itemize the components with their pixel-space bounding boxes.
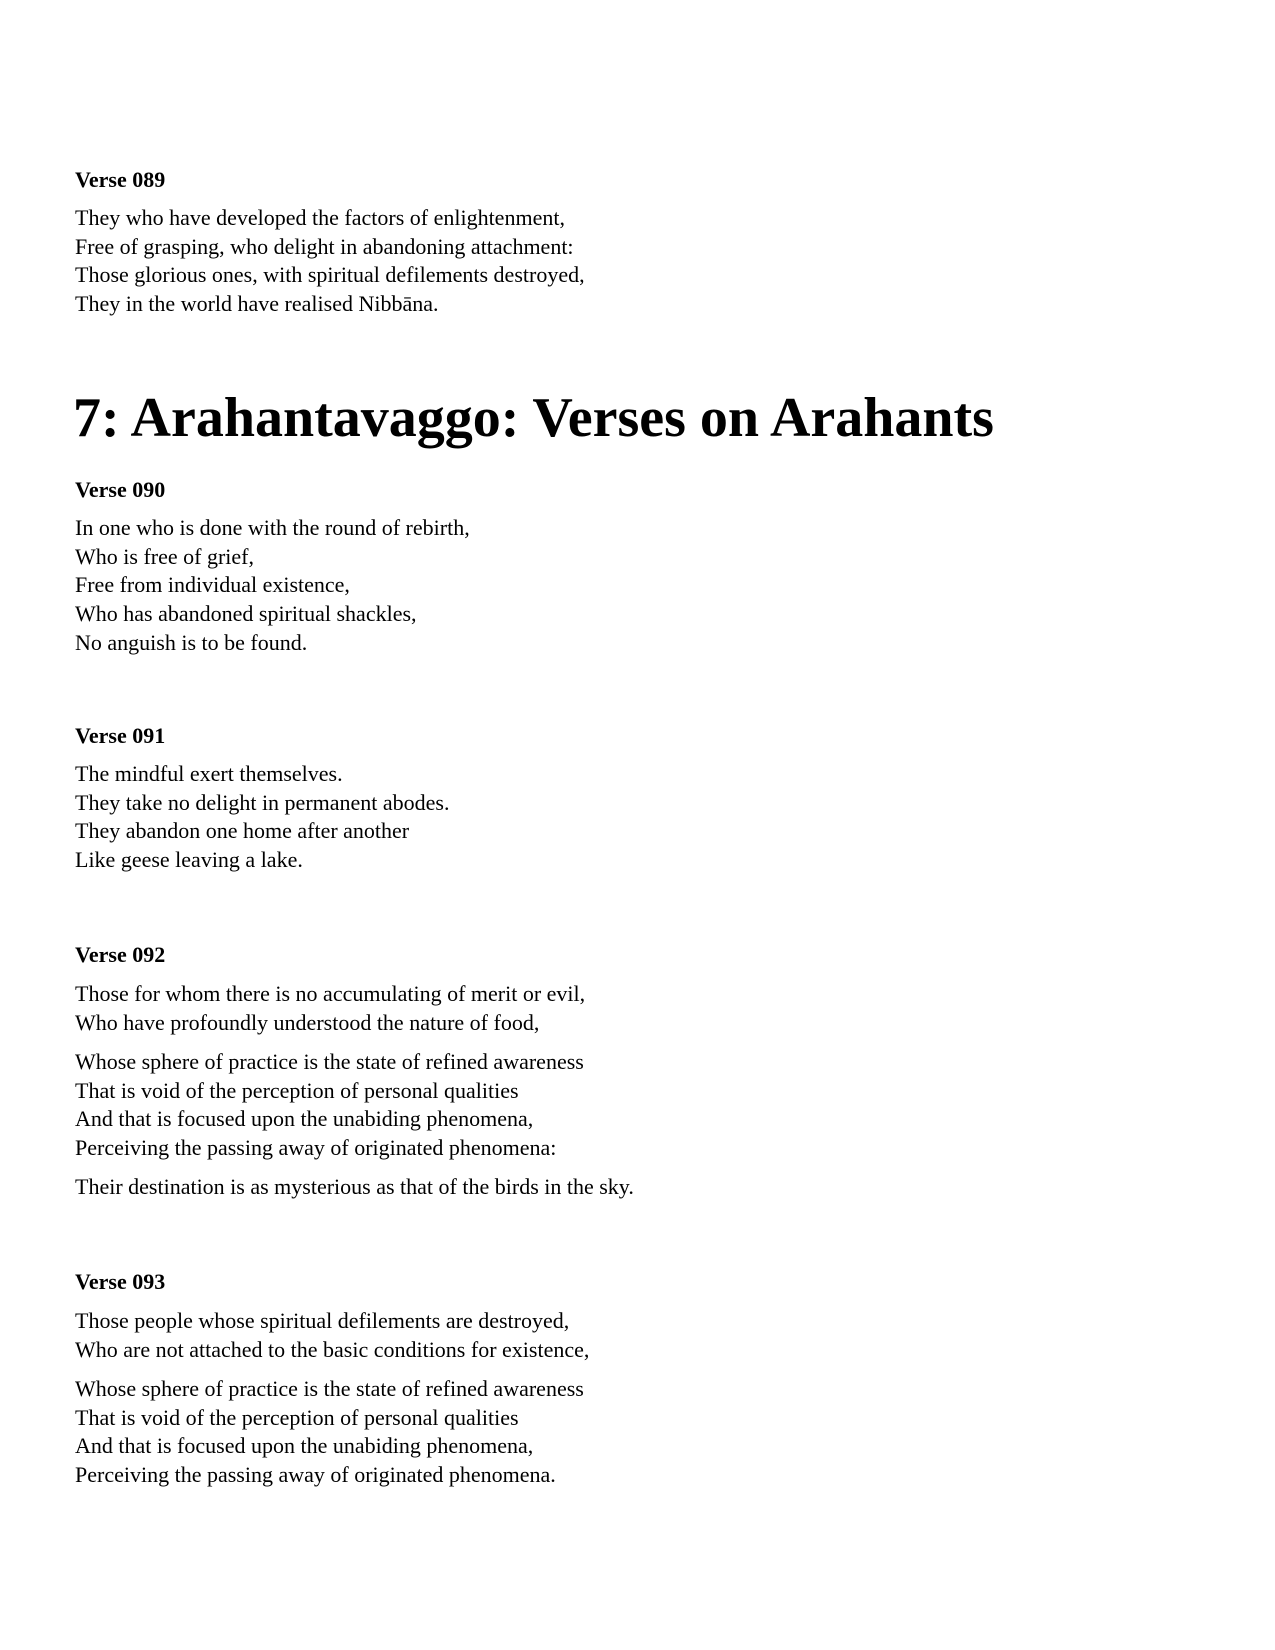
verse-090-stanza-1 (75, 514, 470, 658)
verse-092-stanza-3 (75, 1173, 634, 1202)
verse-line: The mindful exert themselves. (75, 761, 343, 786)
verse-line: Perceiving the passing away of originated phenomena. (75, 1462, 556, 1488)
verse-092-stanza-1 (75, 980, 585, 1037)
verse-089-heading: Verse 089 (75, 167, 166, 192)
verse-line: Whose sphere of practice is the state of refined awareness (75, 1376, 584, 1401)
verse-line: They in the world have realised Nibbāna. (75, 291, 439, 317)
verse-line: They abandon one home after another (75, 818, 410, 844)
verse-091-heading: Verse 091 (75, 723, 166, 748)
verse-093-stanza-2 (75, 1375, 584, 1490)
verse-line: Those people whose spiritual defilements are destroyed, (75, 1308, 570, 1333)
verse-line: And that is focused upon the unabiding phenomena, (75, 1106, 534, 1132)
verse-091-stanza-1 (75, 760, 450, 875)
verse-093-stanza-1 (75, 1307, 589, 1364)
verse-line: Free from individual existence, (75, 572, 350, 598)
verse-line: They take no delight in permanent abodes. (75, 789, 450, 815)
verse-line: No anguish is to be found. (75, 629, 308, 655)
verse-line: Those glorious ones, with spiritual defilements destroyed, (75, 262, 585, 288)
verse-line: That is void of the perception of personal qualities (75, 1404, 519, 1430)
verse-092-stanza-2 (75, 1048, 584, 1163)
verse-line: In one who is done with the round of rebirth, (75, 515, 470, 540)
verse-line: Perceiving the passing away of originated phenomena: (75, 1135, 557, 1161)
verse-line: Who are not attached to the basic conditions for existence, (75, 1336, 590, 1362)
chapter-title: 7: Arahantavaggo: Verses on Arahants (73, 387, 994, 449)
verse-line: That is void of the perception of personal qualities (75, 1077, 519, 1103)
verse-line: Like geese leaving a lake. (75, 847, 303, 873)
verse-line: Who is free of grief, (75, 543, 254, 569)
verse-line: They who have developed the factors of enlightenment, (75, 205, 565, 230)
verse-092-heading: Verse 092 (75, 942, 166, 967)
verse-line: Those for whom there is no accumulating of merit or evil, (75, 981, 586, 1006)
verse-line: Their destination is as mysterious as that of the birds in the sky. (75, 1174, 634, 1199)
verse-093-heading: Verse 093 (75, 1269, 166, 1294)
verse-090-heading: Verse 090 (75, 477, 166, 502)
verse-line: Whose sphere of practice is the state of refined awareness (75, 1049, 584, 1074)
verse-line: Free of grasping, who delight in abandoning attachment: (75, 233, 574, 259)
verse-line: Who have profoundly understood the nature of food, (75, 1009, 540, 1035)
verse-line: Who has abandoned spiritual shackles, (75, 601, 417, 627)
verse-line: And that is focused upon the unabiding phenomena, (75, 1433, 534, 1459)
verse-089-stanza-1 (75, 204, 585, 319)
